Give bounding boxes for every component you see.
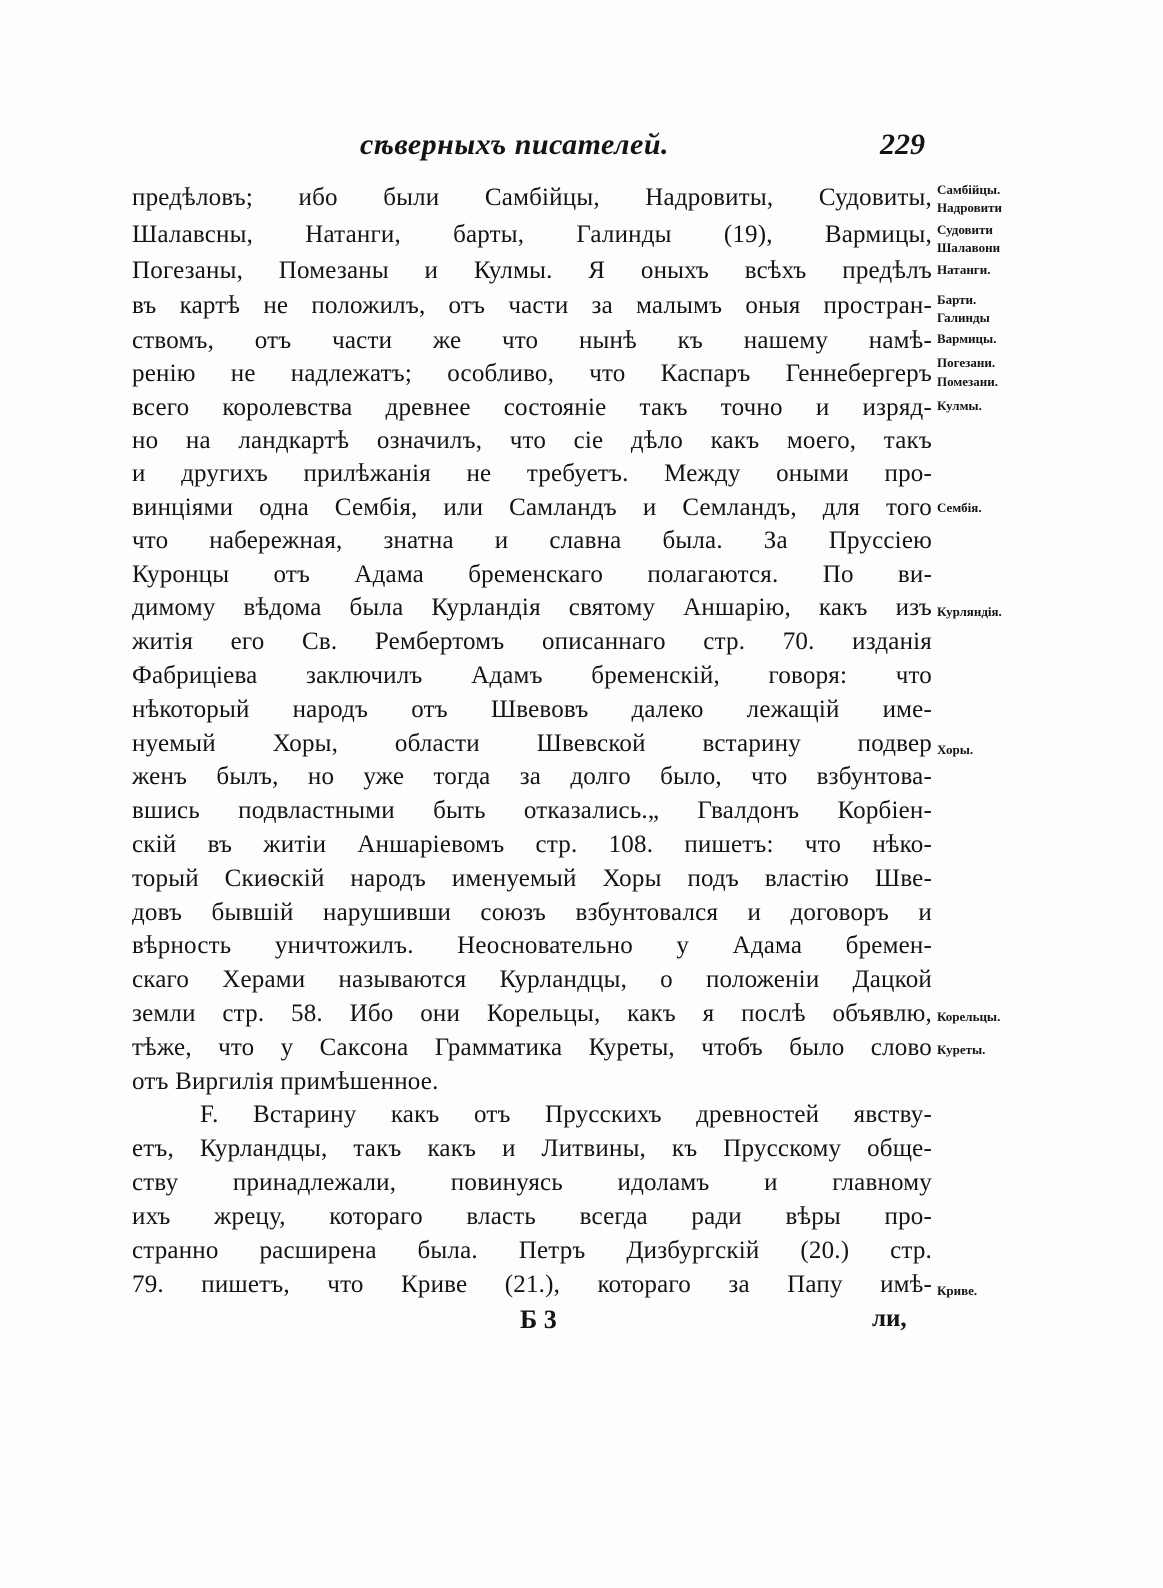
margin-note: Надровити <box>937 200 1002 215</box>
text-line: 79. пишетъ, что Криве (21.), котораго за Папу имѣ- <box>132 1271 932 1298</box>
printer-signature: Б 3 <box>520 1305 557 1334</box>
margin-note: Судовити <box>937 222 993 237</box>
margin-note: Хоры. <box>937 742 974 757</box>
margin-note: Барти. <box>937 292 977 307</box>
text-line: житія его Св. Рембертомъ описаннаго стр. 70. изданія <box>132 628 932 655</box>
running-header: сѣверныхъ писателей. <box>360 128 670 161</box>
text-line: ренію не надлежатъ; особливо, что Каспаръ Геннебергеръ <box>132 360 932 387</box>
text-line: ствомъ, отъ части же что нынѣ къ нашему намѣ- <box>132 327 932 354</box>
text-line: но на ландкартѣ означилъ, что сіе дѣло какъ моего, такъ <box>132 427 932 454</box>
paragraph-start-line: F. Встарину какъ отъ Прусскихъ древностей явству- <box>200 1101 932 1128</box>
text-line: женъ былъ, но уже тогда за долго было, что взбунтова- <box>132 763 932 790</box>
margin-note: Шалавони <box>937 240 1001 255</box>
margin-note: Криве. <box>937 1283 978 1298</box>
margin-note: Натанги. <box>937 262 991 277</box>
text-line: торый Скиѳскій народъ именуемый Хоры подъ властію Шве- <box>132 865 932 892</box>
margin-note: Куреты. <box>937 1042 986 1057</box>
text-line: димому вѣдома была Курландія святому Аншарію, какъ изъ <box>132 594 932 621</box>
margin-note: Самбійцы. <box>937 182 1001 197</box>
text-line: земли стр. 58. Ибо они Корельцы, какъ я послѣ объявлю, <box>132 1000 932 1027</box>
text-line: нуемый Хоры, области Швевской встарину подвер <box>132 730 932 757</box>
margin-note: Погезани. <box>937 355 996 370</box>
text-line: скій въ житіи Аншаріевомъ стр. 108. пишетъ: что нѣко- <box>132 831 932 858</box>
text-line: ству принадлежали, повинуясь идоламъ и главному <box>132 1169 932 1196</box>
text-line: и другихъ прилѣжанія не требуетъ. Между оными про- <box>132 460 932 487</box>
margin-note: Помезани. <box>937 374 998 389</box>
text-line: винціями одна Сембія, или Самландъ и Семландъ, для того <box>132 494 932 521</box>
text-line: странно расширена была. Петръ Дизбургскій (20.) стр. <box>132 1237 932 1264</box>
margin-note: Курляндія. <box>937 604 1002 619</box>
margin-note: Сембія. <box>937 500 982 515</box>
text-line: ихъ жрецу, котораго власть всегда ради вѣры про- <box>132 1203 932 1230</box>
margin-note: Галинды <box>937 310 990 325</box>
text-line: Погезаны, Помезаны и Кулмы. Я оныхъ всѣхъ предѣлъ <box>132 257 932 284</box>
text-line: тѣже, что у Саксона Грамматика Куреты, чтобъ было слово <box>132 1034 932 1061</box>
margin-note: Корельцы. <box>937 1009 1001 1024</box>
text-line: етъ, Курландцы, такъ какъ и Литвины, къ Прусскому обще- <box>132 1135 932 1162</box>
text-line: нѣкоторый народъ отъ Швевовъ далеко лежащій име- <box>132 696 932 723</box>
text-line: Шалавсны, Натанги, барты, Галинды (19), Вармицы, <box>132 221 932 248</box>
page-number: 229 <box>880 128 925 161</box>
catchword: ли, <box>872 1305 907 1332</box>
text-line: вѣрность уничтожилъ. Неосновательно у Адама бремен- <box>132 932 932 959</box>
text-line: Фабриціева заключилъ Адамъ бременскій, говоря: что <box>132 662 932 689</box>
text-line: вшись подвластными быть отказались.„ Гвалдонъ Корбіен- <box>132 797 932 824</box>
text-line: въ картѣ не положилъ, отъ части за малымъ оныя простран- <box>132 292 932 319</box>
text-line: довъ бывшій нарушивши союзъ взбунтовался и договоръ и <box>132 899 932 926</box>
text-line: что набережная, знатна и славна была. За Пруссіею <box>132 527 932 554</box>
text-line: Куронцы отъ Адама бременскаго полагаются. По ви- <box>132 561 932 588</box>
text-line: скаго Херами называются Курландцы, о положеніи Дацкой <box>132 966 932 993</box>
text-line: предѣловъ; ибо были Самбійцы, Надровиты, Судовиты, <box>132 184 932 211</box>
margin-note: Кулмы. <box>937 398 982 413</box>
margin-note: Вармицы. <box>937 331 997 346</box>
text-line: всего королевства древнее состояніе такъ точно и изряд- <box>132 394 932 421</box>
text-line: отъ Виргилія примѣшенное. <box>132 1068 439 1095</box>
